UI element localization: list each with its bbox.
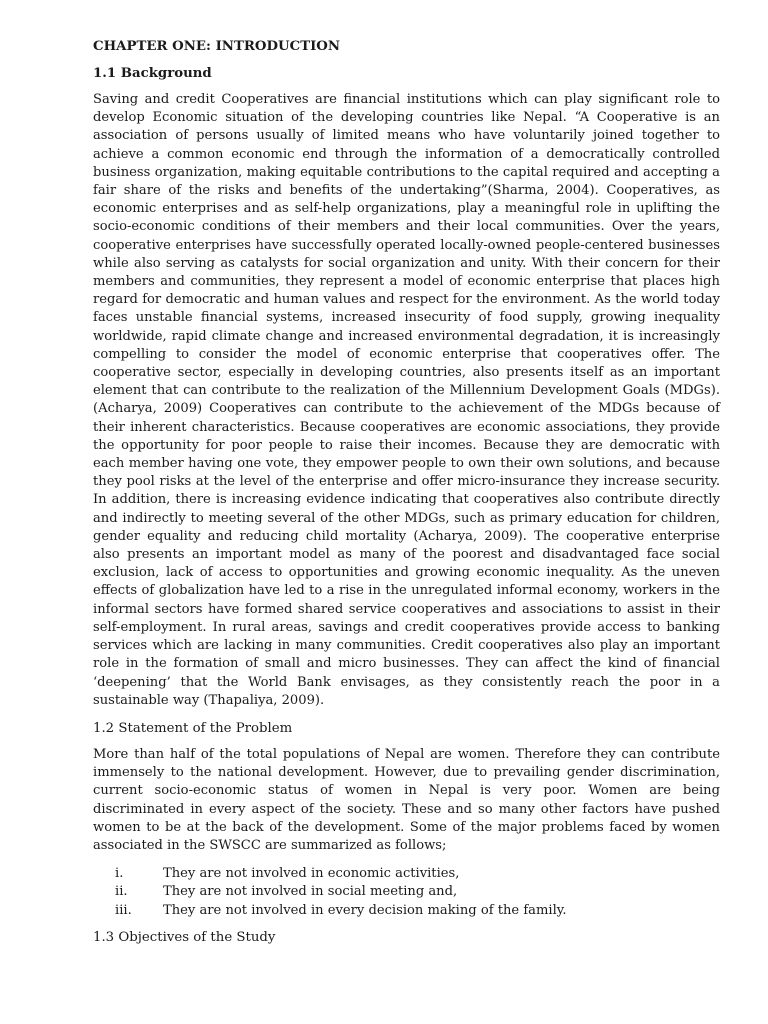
chapter-title: CHAPTER ONE: INTRODUCTION xyxy=(93,39,341,54)
list-item xyxy=(93,902,720,920)
section-heading-problem: 1.2 Statement of the Problem xyxy=(93,720,293,736)
document-page xyxy=(93,38,720,955)
section-heading-background: 1.1 Background xyxy=(93,66,212,81)
list-item xyxy=(93,883,720,901)
list-item-number: iii. xyxy=(115,902,132,918)
section-heading-objectives: 1.3 Objectives of the Study xyxy=(93,929,276,945)
list-item-text: They are not involved in economic activities, xyxy=(163,866,460,882)
background-paragraph: Saving and credit Cooperatives are financial institutions which can play significant role to develop Economic situation of the developing countries like Nepal. “A Cooperative is an association of persons usually of limited means who have voluntarily joined together to achieve a common economic end through the information of a democratically controlled business organization, making equitable contributions to the capital required and accepting a fair share of the risks and benefits of the undertaking”(Sharma, 2004). Cooperatives, as economic enterprises and as self-help organizations, play a meaningful role in uplifting the socio-economic conditions of their members and their local communities. Over the years, cooperative enterprises have successfully operated locally-owned people-centered businesses while also serving as catalysts for social organization and unity. With their concern for their members and communities, they represent a model of economic enterprise that places high regard for democratic and human values and respect for the environment. As the world today faces unstable financial systems, increased insecurity of food supply, growing inequality worldwide, rapid climate change and increased environmental degradation, it is increasingly compelling to consider the model of economic enterprise that cooperatives offer. The cooperative sector, especially in developing countries, also presents itself as an important element that can contribute to the realization of the Millennium Development Goals (MDGs). (Acharya, 2009) Cooperatives can contribute to the achievement of the MDGs because of their inherent characteristics. Because cooperatives are economic associations, they provide the opportunity for poor people to raise their incomes. Because they are democratic with each member having one vote, they empower people to own their own solutions, and because they pool risks at the level of the enterprise and offer micro-insurance they increase security. In addition, there is increasing evidence indicating that cooperatives also contribute directly and indirectly to meeting several of the other MDGs, such as primary education for children, gender equality and reducing child mortality (Acharya, 2009). The cooperative enterprise also presents an important model as many of the poorest and disadvantaged face social exclusion, lack of access to opportunities and growing economic inequality. As the uneven effects of globalization have led to a rise in the unregulated informal economy, workers in the informal sectors have formed shared service cooperatives and associations to assist in their self-employment. In rural areas, savings and credit cooperatives provide access to banking services which are lacking in many communities. Credit cooperatives also play an important role in the formation of small and micro businesses. They can affect the kind of financial ‘deepening’ that the World Bank envisages, as they consistently reach the poor in a sustainable way (Thapaliya, 2009). xyxy=(93,92,720,708)
problem-list xyxy=(93,865,720,920)
list-item-number: ii. xyxy=(115,884,128,900)
list-item-number: i. xyxy=(115,866,124,882)
list-item-text: They are not involved in every decision making of the family. xyxy=(163,902,567,918)
list-item xyxy=(93,865,720,883)
problem-paragraph: More than half of the total populations of Nepal are women. Therefore they can contribute immensely to the national development. However, due to prevailing gender discrimination, current socio-economic status of women in Nepal is very poor. Women are being discriminated in every aspect of the society. These and so many other factors have pushed women to be at the back of the development. Some of the major problems faced by women associated in the SWSCC are summarized as follows; xyxy=(93,746,720,853)
list-item-text: They are not involved in social meeting and, xyxy=(163,884,458,900)
